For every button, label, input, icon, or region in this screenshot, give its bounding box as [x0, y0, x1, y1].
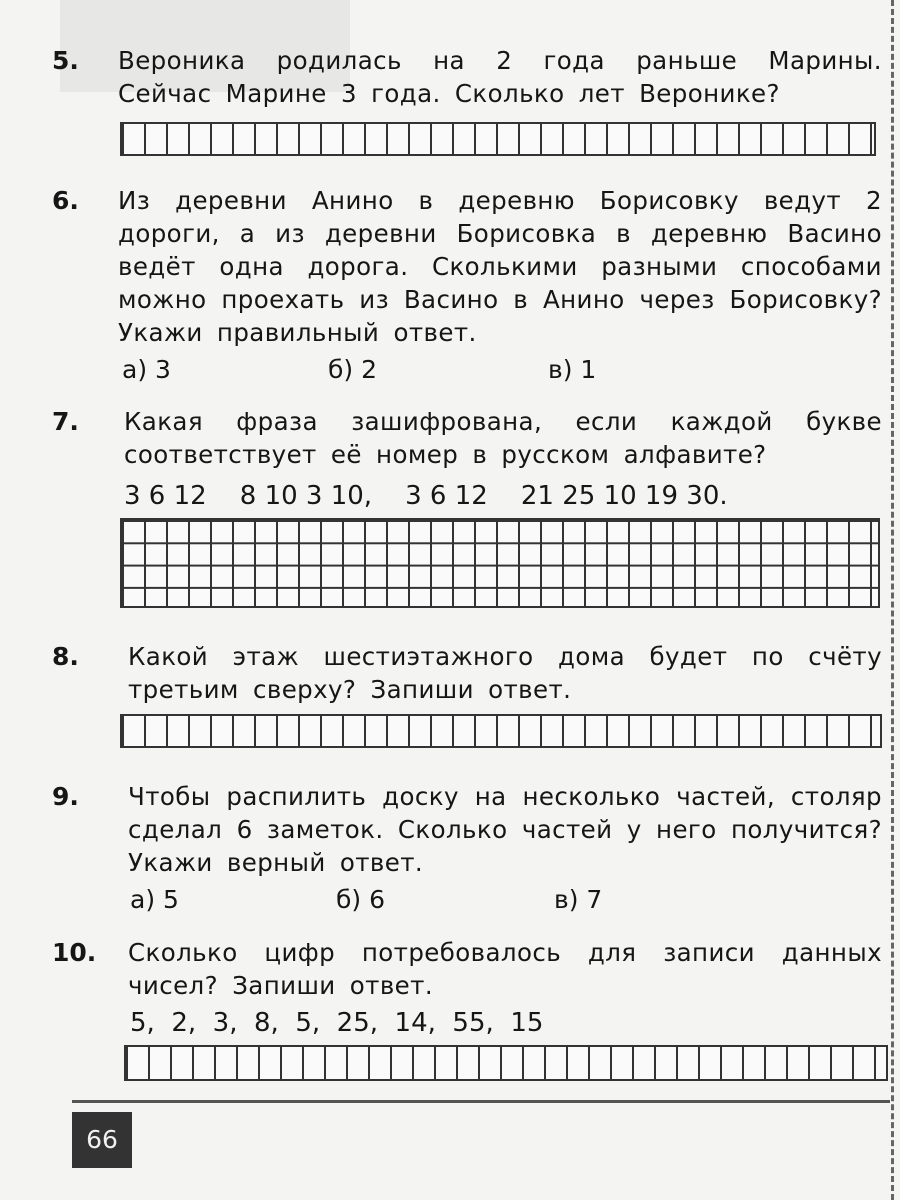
cut-line — [891, 0, 894, 1200]
task-number: 10. — [52, 938, 97, 967]
option-a[interactable]: а) 5 — [130, 885, 179, 914]
cipher-codes: 3 6 12 8 10 3 10, 3 6 12 21 25 10 19 30. — [124, 481, 728, 511]
option-c[interactable]: в) 1 — [548, 355, 597, 384]
number-list: 5, 2, 3, 8, 5, 25, 14, 55, 15 — [130, 1008, 544, 1038]
task-text: Из деревни Анино в деревню Борисовку ведут 2 дороги, а из деревни Борисовка в деревню Васино ведёт одна дорога. Сколькими разными способами можно проехать из Васино в Анино через Борисовку? Укажи правильный ответ. — [118, 186, 882, 347]
task-text: Какой этаж шестиэтажного дома будет по счёту третьим сверху? Запиши ответ. — [128, 642, 882, 704]
task-text: Чтобы распилить доску на несколько частей, столяр сделал 6 заметок. Сколько частей у него получится? Укажи верный ответ. — [128, 782, 882, 877]
task-7 — [52, 405, 882, 475]
task-10 — [52, 936, 882, 1006]
task-number: 5. — [52, 46, 79, 75]
task-8 — [52, 640, 882, 710]
task-text: Какая фраза зашифрована, если каждой букве соответствует её номер в русском алфавите? — [124, 407, 882, 469]
footer-rule — [72, 1100, 890, 1103]
task-number: 6. — [52, 186, 79, 215]
option-b[interactable]: б) 2 — [328, 355, 378, 384]
option-b[interactable]: б) 6 — [336, 885, 386, 914]
task-text: Сколько цифр потребовалось для записи данных чисел? Запиши ответ. — [128, 938, 882, 1000]
task-9 — [52, 780, 882, 890]
answer-options-task-9 — [130, 884, 730, 918]
page-number: 66 — [72, 1112, 132, 1168]
option-c[interactable]: в) 7 — [554, 885, 603, 914]
answer-grid-task-7[interactable] — [120, 518, 880, 608]
answer-grid-task-5[interactable] — [120, 122, 876, 156]
answer-grid-task-10[interactable] — [124, 1045, 888, 1081]
answer-options-task-6 — [122, 354, 722, 388]
task-text: Вероника родилась на 2 года раньше Марины. Сейчас Марине 3 года. Сколько лет Веронике? — [118, 46, 882, 108]
answer-grid-task-8[interactable] — [120, 714, 882, 748]
task-number: 7. — [52, 407, 79, 436]
option-a[interactable]: а) 3 — [122, 355, 171, 384]
task-number: 9. — [52, 782, 79, 811]
task-number: 8. — [52, 642, 79, 671]
